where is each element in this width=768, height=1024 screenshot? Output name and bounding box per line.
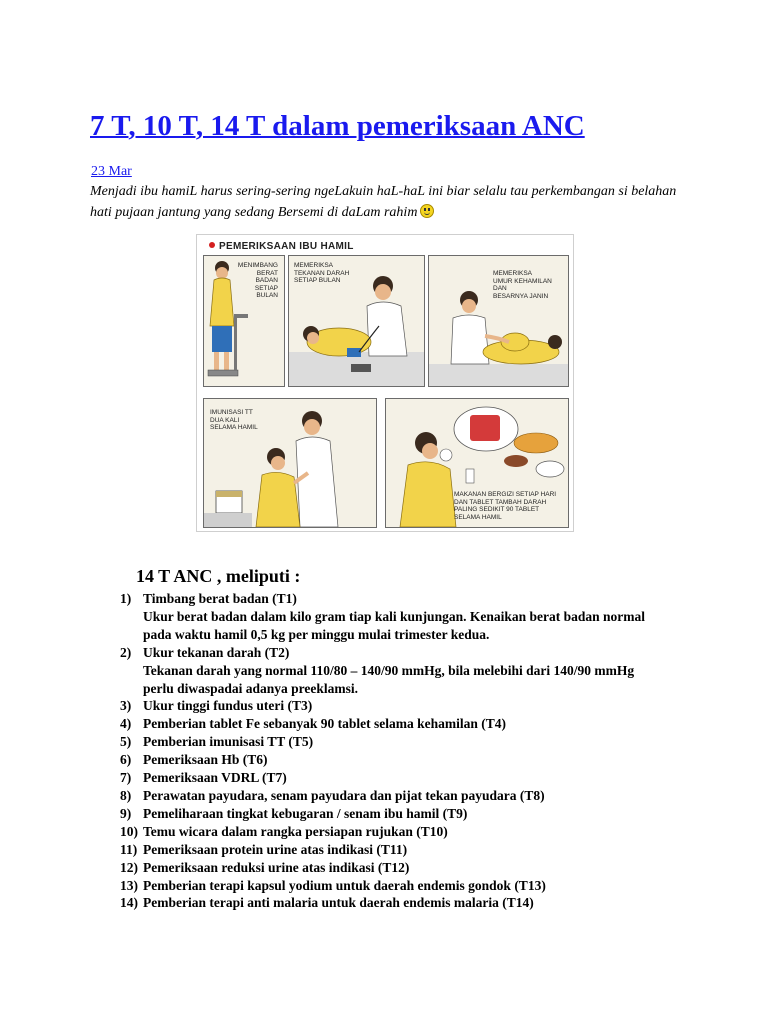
panel-nutrition: [385, 398, 569, 528]
panel-nutrition-caption: MAKANAN BERGIZI SETIAP HARI DAN TABLET TAMBAH DARAH PALING SEDIKIT 90 TABLET SELAMA HAMIL: [454, 491, 557, 521]
list-item: 7) Pemeriksaan VDRL (T7): [120, 770, 287, 786]
immunization-scene: [204, 399, 376, 527]
list-item: 13) Pemberian terapi kapsul yodium untuk daerah endemis gondok (T13): [120, 877, 546, 893]
list-item: 4) Pemberian tablet Fe sebanyak 90 tablet selama kehamilan (T4): [120, 716, 506, 732]
panel-blood-pressure: [288, 255, 425, 387]
panel-immunization-caption: IMUNISASI TT DUA KALI SELAMA HAMIL: [210, 409, 258, 431]
list-item: 11) Pemeriksaan protein urine atas indikasi (T11): [120, 841, 408, 857]
list-item: 5) Pemberian imunisasi TT (T5): [120, 734, 314, 750]
list-item: 2) Ukur tekanan darah (T2) Tekanan darah yang normal 110/80 – 140/90 mmHg, bila melebihi dari 140/90 mmHg perlu diwaspadai adanya preeklamsi.: [120, 644, 635, 696]
anc-items-list: [120, 590, 660, 912]
list-item: 10) Temu wicara dalam rangka persiapan rujukan (T10): [120, 823, 448, 839]
list-item: 3) Ukur tinggi fundus uteri (T3): [120, 698, 313, 714]
list-item: 12) Pemeriksaan reduksi urine atas indikasi (T12): [120, 859, 410, 875]
red-dot-icon: [209, 242, 215, 248]
article-title-link[interactable]: 7 T, 10 T, 14 T dalam pemeriksaan ANC: [90, 110, 585, 142]
list-item: 8) Perawatan payudara, senam payudara dan pijat tekan payudara (T8): [120, 787, 545, 803]
intro-paragraph: [90, 181, 690, 223]
panel-blood-pressure-caption: MEMERIKSA TEKANAN DARAH SETIAP BULAN: [294, 262, 350, 284]
pregnancy-exam-scene: [429, 256, 568, 386]
smiley-icon: [420, 204, 434, 218]
panel-weighing-caption: MENIMBANG BERAT BADAN SETIAP BULAN: [237, 262, 278, 299]
panel-weighing: [203, 255, 285, 387]
list-item: 6) Pemeriksaan Hb (T6): [120, 752, 268, 768]
blood-pressure-scene: [289, 256, 424, 386]
illustration-header-text: PEMERIKSAAN IBU HAMIL: [219, 241, 354, 252]
list-title: 14 T ANC , meliputi :: [136, 566, 301, 586]
list-item: 14) Pemberian terapi anti malaria untuk daerah endemis malaria (T14): [120, 895, 534, 911]
post-date-link[interactable]: 23 Mar: [91, 164, 132, 179]
weighing-scene: [204, 256, 284, 386]
anc-illustration: [196, 234, 574, 532]
illustration-header: [209, 241, 354, 252]
panel-pregnancy-exam: [428, 255, 569, 387]
list-item: 9) Pemeliharaan tingkat kebugaran / senam ibu hamil (T9): [120, 805, 468, 821]
panel-pregnancy-exam-caption: MEMERIKSA UMUR KEHAMILAN DAN BESARNYA JANIN: [493, 270, 552, 300]
panel-immunization: [203, 398, 377, 528]
intro-text: Menjadi ibu hamiL harus sering-sering ngeLakuin haL-haL ini biar selalu tau perkembangan si belahan hati pujaan jantung yang sedang Bersemi di daLam rahim: [90, 184, 677, 220]
list-item: 1) Timbang berat badan (T1) Ukur berat badan dalam kilo gram tiap kali kunjungan. Kenaikan berat badan normal pada waktu hamil 0,5 kg per minggu mulai trimester kedua.: [120, 591, 645, 642]
